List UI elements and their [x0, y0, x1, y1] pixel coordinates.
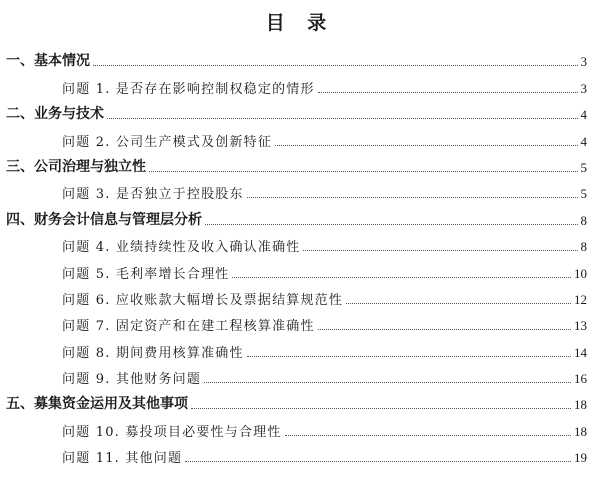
- dot-leader: [303, 250, 577, 251]
- toc-page-number: 19: [574, 450, 587, 466]
- dot-leader: [318, 92, 578, 93]
- toc-entry-label: 问题 4. 业绩持续性及收入确认准确性: [62, 240, 301, 256]
- toc-subentry[interactable]: [0, 365, 600, 391]
- toc-entry-label: 一、基本情况: [6, 53, 90, 70]
- dot-leader: [149, 171, 578, 172]
- toc-subentry[interactable]: [0, 127, 600, 153]
- toc-page-number: 8: [580, 212, 587, 228]
- toc-entry-label: 问题 2. 公司生产模式及创新特征: [62, 134, 273, 150]
- toc-entry-label: 二、业务与技术: [6, 106, 104, 123]
- toc-title: 目 录: [265, 12, 335, 34]
- dot-leader: [346, 303, 571, 304]
- toc-page-number: 13: [574, 318, 587, 334]
- toc-section-entry[interactable]: [0, 154, 600, 180]
- toc-entry-label: 问题 9. 其他财务问题: [62, 372, 202, 388]
- toc-page-number: 4: [580, 107, 587, 123]
- dot-leader: [275, 145, 577, 146]
- dot-leader: [247, 197, 578, 198]
- dot-leader: [285, 435, 571, 436]
- toc-section-entry[interactable]: [0, 391, 600, 417]
- dot-leader: [185, 461, 571, 462]
- toc-entry-label: 问题 11. 其他问题: [62, 451, 183, 467]
- dot-leader: [204, 382, 571, 383]
- toc-page-number: 10: [574, 265, 587, 281]
- toc-page-number: 3: [580, 80, 587, 96]
- toc-subentry[interactable]: [0, 74, 600, 100]
- toc-page-number: 4: [580, 133, 587, 149]
- toc-page-number: 5: [580, 159, 587, 175]
- toc-entry-label: 问题 5. 毛利率增长合理性: [62, 266, 230, 282]
- toc-subentry[interactable]: [0, 444, 600, 470]
- dot-leader: [191, 408, 571, 409]
- dot-leader: [232, 277, 571, 278]
- toc-entry-label: 问题 3. 是否独立于控股股东: [62, 187, 244, 203]
- toc-subentry[interactable]: [0, 286, 600, 312]
- toc-entry-label: 问题 1. 是否存在影响控制权稳定的情形: [62, 81, 315, 97]
- toc-subentry[interactable]: [0, 233, 600, 259]
- dot-leader: [93, 65, 578, 66]
- toc-subentry[interactable]: [0, 259, 600, 285]
- toc-page-number: 8: [580, 239, 587, 255]
- dot-leader: [247, 356, 571, 357]
- toc-entry-label: 问题 6. 应收账款大幅增长及票据结算规范性: [62, 292, 344, 308]
- toc-page-number: 14: [574, 344, 587, 360]
- toc-page-number: 3: [580, 54, 587, 70]
- toc-page-number: 12: [574, 291, 587, 307]
- toc-page-number: 18: [574, 423, 587, 439]
- dot-leader: [205, 224, 578, 225]
- toc-entry-label: 问题 7. 固定资产和在建工程核算准确性: [62, 319, 315, 335]
- toc-entry-label: 问题 10. 募投项目必要性与合理性: [62, 424, 282, 440]
- toc-page-number: 16: [574, 371, 587, 387]
- toc-entry-label: 问题 8. 期间费用核算准确性: [62, 345, 244, 361]
- toc-subentry[interactable]: [0, 338, 600, 364]
- toc-section-entry[interactable]: [0, 101, 600, 127]
- toc-section-entry[interactable]: [0, 206, 600, 232]
- toc-entry-label: 五、募集资金运用及其他事项: [6, 396, 188, 413]
- toc-subentry[interactable]: [0, 312, 600, 338]
- toc-entry-label: 四、财务会计信息与管理层分析: [6, 211, 202, 228]
- toc-entry-label: 三、公司治理与独立性: [6, 158, 146, 175]
- toc-page-number: 18: [574, 397, 587, 413]
- dot-leader: [107, 118, 578, 119]
- toc-section-entry[interactable]: [0, 48, 600, 74]
- toc-page-number: 5: [580, 186, 587, 202]
- toc-list: [0, 48, 600, 470]
- toc-subentry[interactable]: [0, 417, 600, 443]
- toc-subentry[interactable]: [0, 180, 600, 206]
- dot-leader: [318, 329, 571, 330]
